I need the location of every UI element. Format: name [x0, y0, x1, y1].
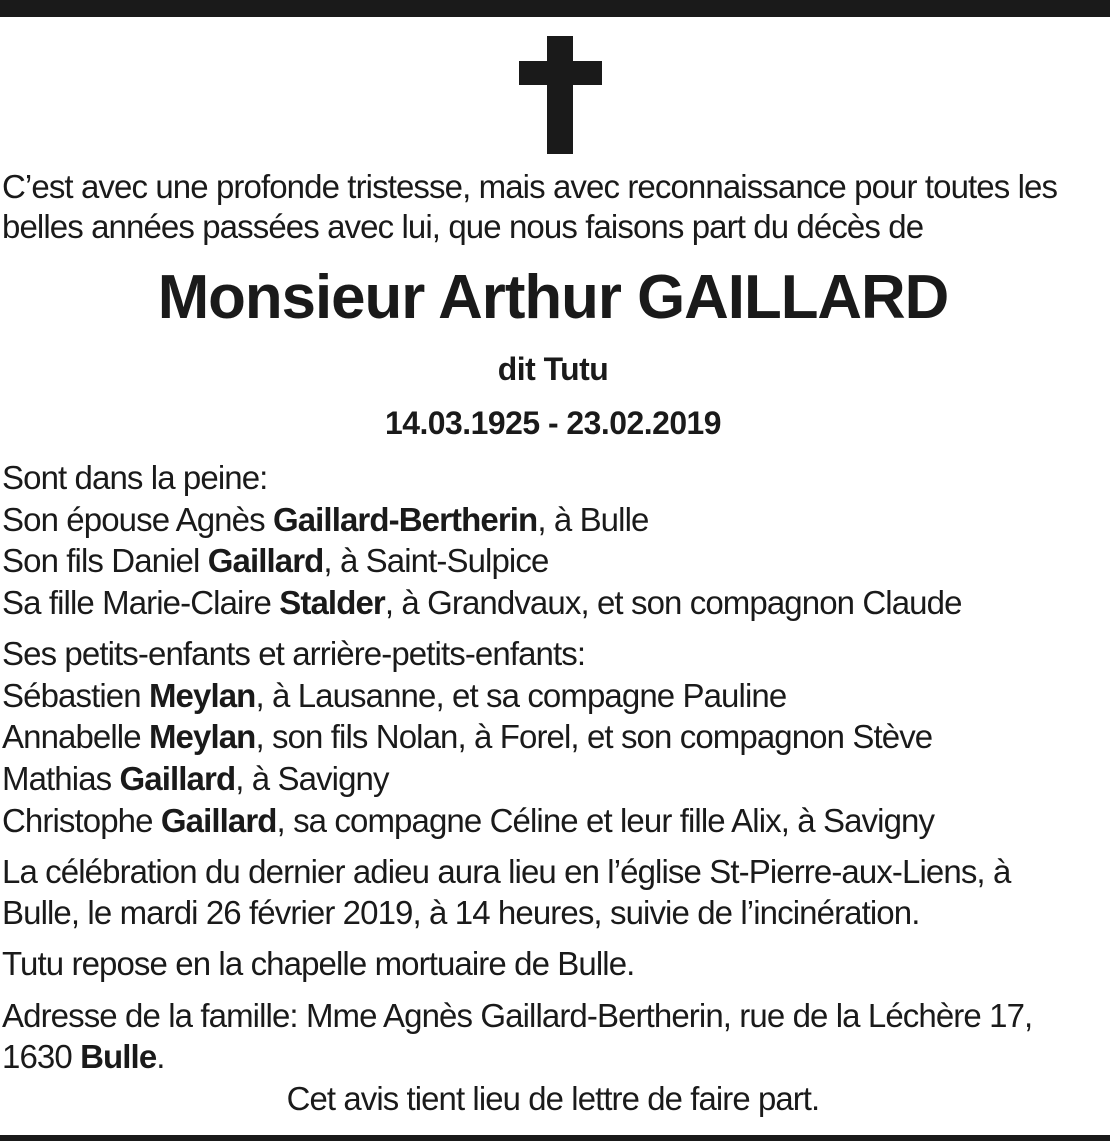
intro-line-2: belles années passées avec lui, que nous faisons part du décès de [2, 208, 924, 245]
family-line: Sa fille Marie-Claire Stalder, à Grandvaux, et son compagnon Claude [2, 584, 962, 621]
deceased-dates: 14.03.1925 - 23.02.2019 [384, 405, 722, 441]
grandchild-line: Annabelle Meylan, son fils Nolan, à Forel, et son compagnon Stève [2, 718, 933, 755]
ceremony-line-2: Bulle, le mardi 26 février 2019, à 14 heures, suivie de l’incinération. [2, 894, 920, 931]
address-line-2: 1630 Bulle. [2, 1038, 165, 1075]
grandchild-line: Sébastien Meylan, à Lausanne, et sa compagne Pauline [2, 677, 787, 714]
intro-line-1: C’est avec une profonde tristesse, mais avec reconnaissance pour toutes les [2, 168, 1058, 205]
grandchild-line: Christophe Gaillard, sa compagne Céline et leur fille Alix, à Savigny [2, 802, 935, 839]
grandchild-line: Mathias Gaillard, à Savigny [2, 760, 389, 797]
bottom-rule [0, 1135, 1110, 1141]
ceremony-line-1: La célébration du dernier adieu aura lieu en l’église St-Pierre-aux-Liens, à [2, 853, 1011, 890]
family-line: Son fils Daniel Gaillard, à Saint-Sulpice [2, 542, 549, 579]
deceased-name: Monsieur Arthur GAILLARD [157, 263, 949, 332]
cross-icon [519, 36, 602, 154]
grandchildren-heading: Ses petits-enfants et arrière-petits-enfants: [2, 635, 586, 672]
top-rule [0, 0, 1110, 17]
rest-line: Tutu repose en la chapelle mortuaire de Bulle. [2, 945, 635, 982]
family-line: Son épouse Agnès Gaillard-Bertherin, à Bulle [2, 501, 649, 538]
closing-note: Cet avis tient lieu de lettre de faire part. [286, 1080, 820, 1117]
address-line-1: Adresse de la famille: Mme Agnès Gaillard-Bertherin, rue de la Léchère 17, [2, 997, 1033, 1034]
deceased-nickname: dit Tutu [497, 351, 609, 387]
mourners-heading: Sont dans la peine: [2, 459, 268, 496]
